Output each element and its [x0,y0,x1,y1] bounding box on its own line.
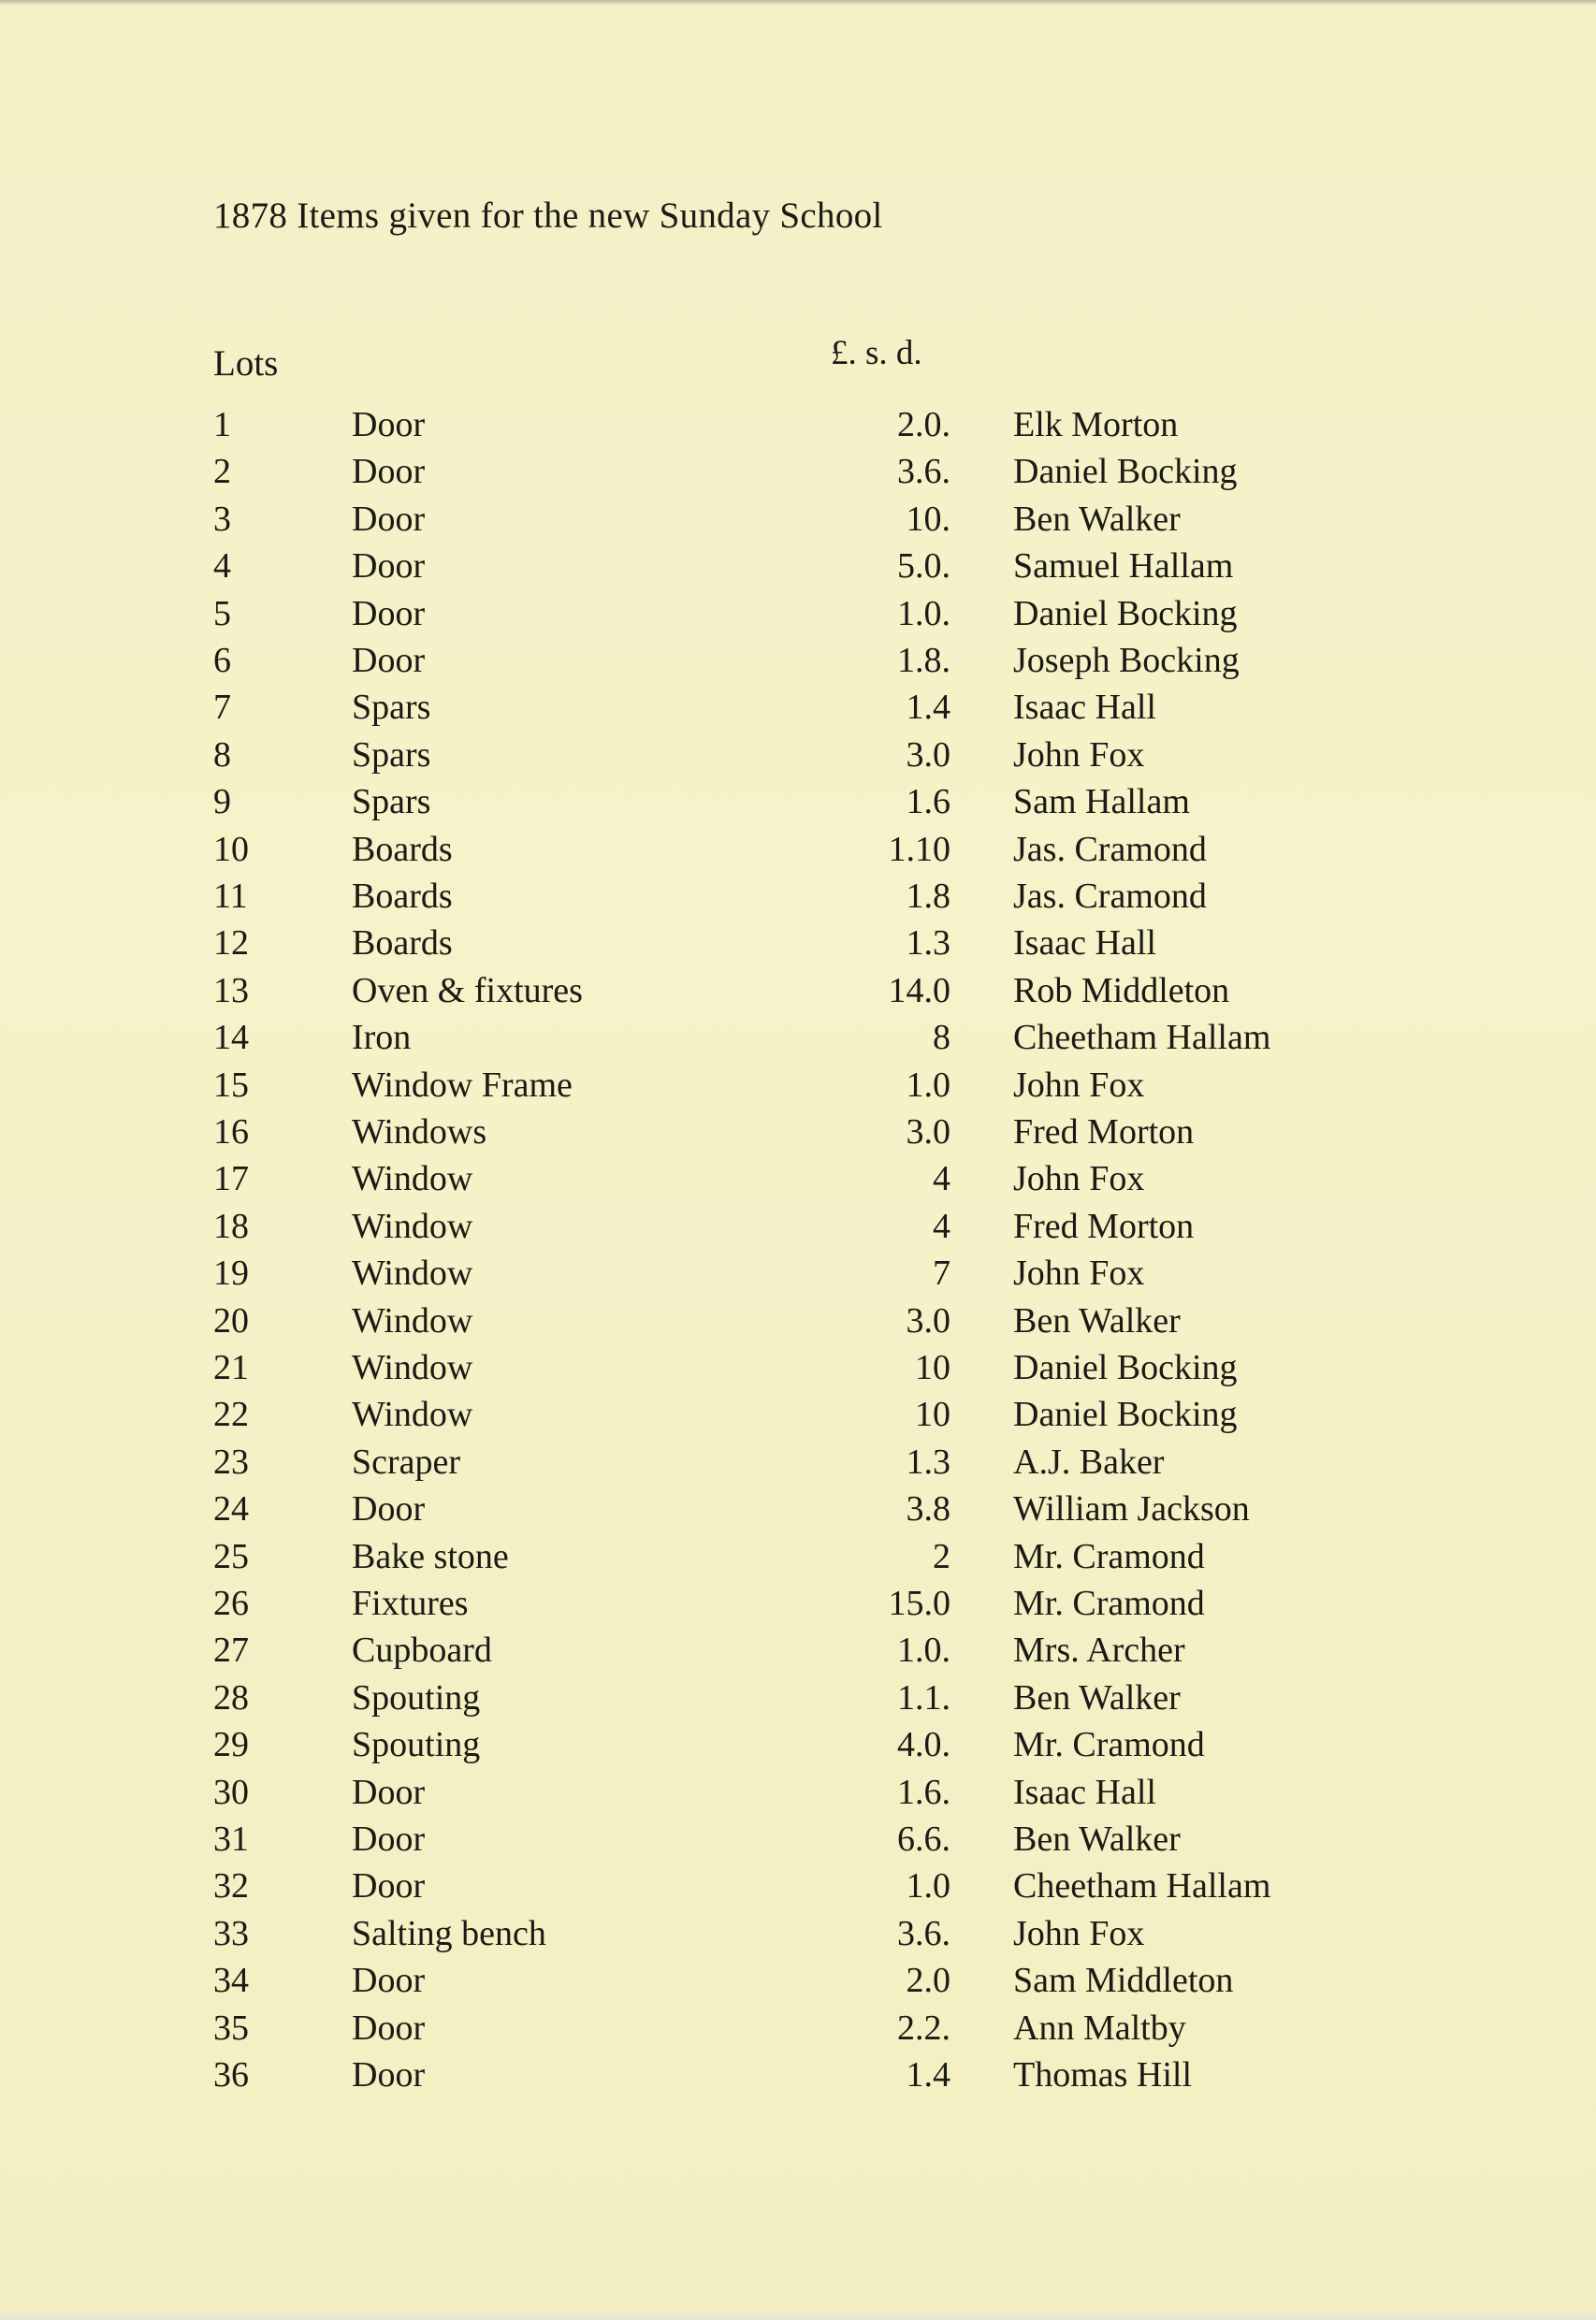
donor-name: A.J. Baker [1013,1442,1165,1482]
page-title: 1878 Items given for the new Sunday School [213,196,883,236]
donor-name: Elk Morton [1013,405,1179,444]
donor-name: Mr. Cramond [1013,1584,1205,1623]
amount: 1.0. [897,1631,950,1671]
amount: 2.0. [897,405,950,444]
item-name: Window Frame [352,1065,573,1105]
amount: 1.1. [897,1677,950,1718]
item-name: Window [352,1159,473,1199]
amount: 10. [906,499,950,539]
lot-number: 28 [213,1677,249,1718]
lot-number: 29 [213,1725,249,1765]
amount: 2 [933,1536,950,1576]
item-name: Oven & fixtures [352,970,583,1010]
donor-name: Fred Morton [1013,1206,1195,1246]
item-name: Salting bench [352,1913,546,1953]
amount: 7 [933,1254,950,1294]
amount: 1.4 [906,688,950,728]
amount: 1.0 [906,1065,950,1105]
lot-number: 26 [213,1584,249,1623]
lot-number: 22 [213,1395,249,1435]
amount: 1.3 [906,923,950,964]
lot-number: 1 [213,405,231,444]
list-item [0,1488,1596,1535]
lot-number: 23 [213,1442,249,1482]
lot-number: 4 [213,546,231,587]
lot-number: 3 [213,499,231,539]
amount: 1.8 [906,877,950,916]
item-name: Door [352,2055,426,2095]
item-name: Iron [352,1018,412,1058]
item-name: Windows [352,1112,487,1152]
donor-name: John Fox [1013,1913,1145,1953]
amount: 3.6. [897,452,950,492]
lot-number: 11 [213,877,248,916]
lot-number: 34 [213,1961,249,2001]
lot-number: 2 [213,452,231,492]
amount: 1.8. [897,641,950,680]
amount: 3.8 [906,1489,950,1530]
amount: 5.0. [897,546,950,587]
list-item [0,922,1596,969]
lot-number: 15 [213,1065,249,1105]
list-item [0,404,1596,451]
list-item [0,1158,1596,1205]
list-item [0,1206,1596,1253]
item-name: Boards [352,923,453,964]
donor-name: Ben Walker [1013,1677,1181,1718]
list-item [0,1253,1596,1299]
lot-number: 19 [213,1254,249,1294]
lot-number: 27 [213,1631,249,1671]
donor-name: Cheetham Hallam [1013,1018,1271,1058]
list-item [0,1865,1596,1912]
amount: 3.0 [906,1112,950,1152]
list-item [0,1630,1596,1676]
lot-number: 12 [213,923,249,964]
lot-number: 25 [213,1536,249,1576]
item-name: Window [352,1300,473,1341]
lot-number: 31 [213,1820,249,1859]
item-name: Door [352,641,426,680]
item-name: Door [352,546,426,587]
list-item [0,1960,1596,2007]
lot-number: 16 [213,1112,249,1152]
item-name: Bake stone [352,1536,509,1576]
donor-name: John Fox [1013,1065,1145,1105]
amount: 4.0. [897,1725,950,1765]
item-name: Window [352,1254,473,1294]
donor-name: Daniel Bocking [1013,452,1238,492]
item-name: Door [352,593,426,633]
lot-number: 36 [213,2055,249,2095]
donor-name: Ben Walker [1013,1820,1181,1859]
lot-number: 6 [213,641,231,680]
list-item [0,2008,1596,2054]
item-name: Door [352,1961,426,2001]
list-item [0,2054,1596,2101]
list-item [0,593,1596,640]
list-item [0,1111,1596,1158]
donor-name: Thomas Hill [1013,2055,1193,2095]
item-name: Fixtures [352,1584,469,1623]
donor-name: Daniel Bocking [1013,1348,1238,1387]
donor-name: Cheetham Hallam [1013,1866,1271,1907]
lot-number: 13 [213,970,249,1010]
amount: 3.0 [906,1300,950,1341]
list-item [0,1065,1596,1111]
item-name: Door [352,452,426,492]
item-name: Spouting [352,1725,481,1765]
item-name: Window [352,1206,473,1246]
list-item [0,734,1596,781]
donor-name: John Fox [1013,1159,1145,1199]
amount: 3.0 [906,734,950,775]
donor-name: Mrs. Archer [1013,1631,1185,1671]
list-item [0,687,1596,733]
donor-name: Ann Maltby [1013,2008,1186,2048]
amount: 2.2. [897,2008,950,2048]
list-item [0,499,1596,545]
lot-number: 21 [213,1348,249,1387]
list-item [0,829,1596,876]
list-item [0,640,1596,687]
amount: 1.0. [897,593,950,633]
item-name: Door [352,1820,426,1859]
item-name: Scraper [352,1442,461,1482]
list-item [0,451,1596,498]
list-item [0,1394,1596,1441]
amount: 1.3 [906,1442,950,1482]
donor-name: Ben Walker [1013,499,1181,539]
donor-name: Isaac Hall [1013,923,1156,964]
amount: 15.0 [888,1584,950,1623]
list-item [0,1772,1596,1819]
amount: 3.6. [897,1913,950,1953]
lots-header: Lots [213,343,279,384]
list-item [0,1017,1596,1064]
donor-name: Jas. Cramond [1013,829,1207,869]
item-name: Boards [352,877,453,916]
donor-name: John Fox [1013,734,1145,775]
item-name: Window [352,1348,473,1387]
list-item [0,1819,1596,1865]
item-name: Door [352,1866,426,1907]
donor-name: Jas. Cramond [1013,877,1207,916]
donor-name: William Jackson [1013,1489,1250,1530]
donor-name: Isaac Hall [1013,1772,1156,1812]
list-item [0,1536,1596,1583]
list-item [0,1913,1596,1960]
list-item [0,781,1596,828]
item-name: Door [352,1489,426,1530]
donor-name: Fred Morton [1013,1112,1195,1152]
donor-name: Sam Hallam [1013,782,1190,822]
item-name: Door [352,499,426,539]
lot-number: 35 [213,2008,249,2048]
list-item [0,1583,1596,1630]
lot-number: 9 [213,782,231,822]
amount: 8 [933,1018,950,1058]
donor-name: Isaac Hall [1013,688,1156,728]
item-name: Spouting [352,1677,481,1718]
donor-name: Ben Walker [1013,1300,1181,1341]
list-item [0,1724,1596,1771]
amount: 4 [933,1159,950,1199]
lot-number: 33 [213,1913,249,1953]
lot-number: 10 [213,829,249,869]
donor-name: Joseph Bocking [1013,641,1240,680]
item-name: Window [352,1395,473,1435]
donor-name: Daniel Bocking [1013,593,1238,633]
amount: 1.4 [906,2055,950,2095]
money-header: £. s. d. [831,334,922,372]
amount: 4 [933,1206,950,1246]
amount: 10 [915,1395,950,1435]
list-item [0,1442,1596,1488]
amount: 2.0 [906,1961,950,2001]
amount: 1.0 [906,1866,950,1907]
lot-number: 7 [213,688,231,728]
donor-name: Mr. Cramond [1013,1725,1205,1765]
lot-number: 24 [213,1489,249,1530]
item-name: Boards [352,829,453,869]
amount: 1.6 [906,782,950,822]
lot-number: 20 [213,1300,249,1341]
amount: 1.10 [888,829,950,869]
amount: 10 [915,1348,950,1387]
list-item [0,876,1596,922]
item-name: Spars [352,688,431,728]
list-item [0,1677,1596,1724]
amount: 6.6. [897,1820,950,1859]
donor-name: Samuel Hallam [1013,546,1234,587]
item-name: Door [352,405,426,444]
list-item [0,1347,1596,1394]
amount: 1.6. [897,1772,950,1812]
item-name: Spars [352,734,431,775]
amount: 14.0 [888,970,950,1010]
lot-number: 5 [213,593,231,633]
lot-number: 14 [213,1018,249,1058]
donor-name: Mr. Cramond [1013,1536,1205,1576]
list-item [0,1300,1596,1347]
item-name: Door [352,2008,426,2048]
lot-number: 32 [213,1866,249,1907]
donor-name: Rob Middleton [1013,970,1230,1010]
lot-number: 18 [213,1206,249,1246]
list-item [0,545,1596,592]
lot-number: 17 [213,1159,249,1199]
item-name: Cupboard [352,1631,492,1671]
donor-name: Daniel Bocking [1013,1395,1238,1435]
item-name: Door [352,1772,426,1812]
donor-name: Sam Middleton [1013,1961,1234,2001]
item-name: Spars [352,782,431,822]
list-item [0,970,1596,1017]
donor-name: John Fox [1013,1254,1145,1294]
lot-number: 8 [213,734,231,775]
lot-number: 30 [213,1772,249,1812]
